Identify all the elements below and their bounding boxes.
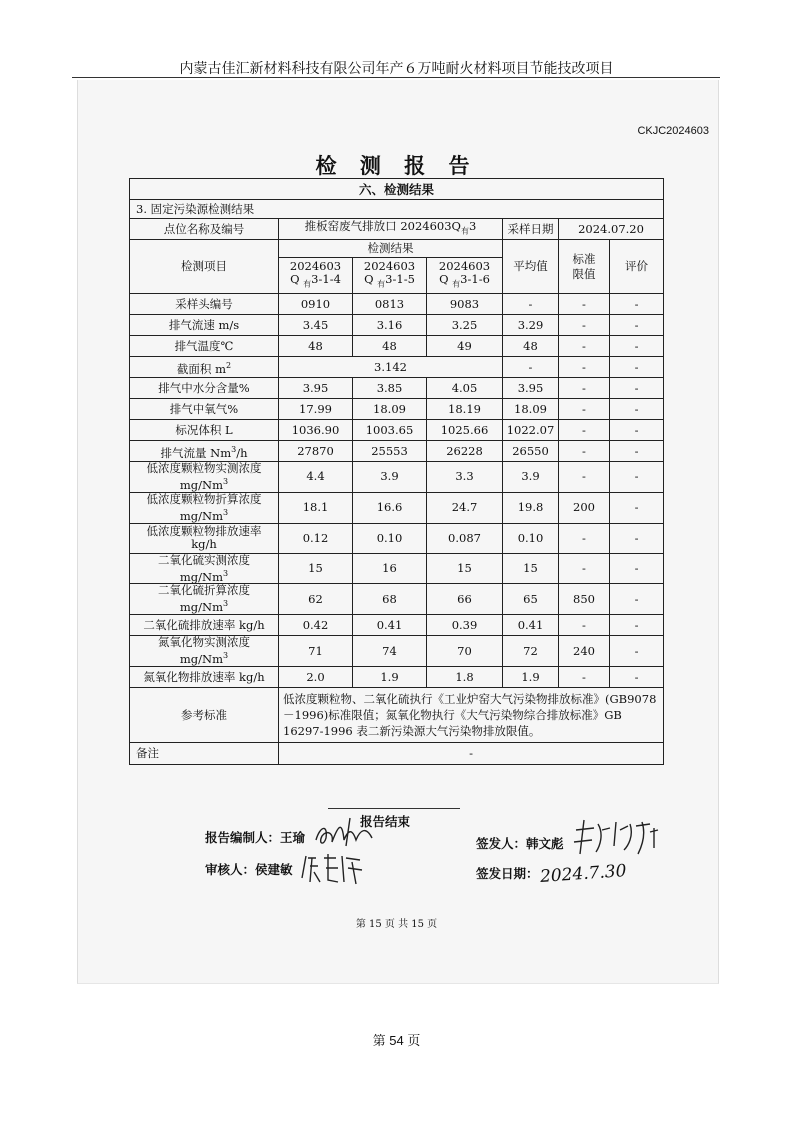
row-label: 排气中水分含量%: [130, 378, 279, 399]
value-2: 3.16: [353, 315, 427, 336]
table-row: [130, 441, 664, 462]
header-rule: [72, 77, 720, 78]
value-1: 4.4: [279, 462, 353, 493]
remark-value: -: [279, 743, 664, 765]
standard-limit: 850: [559, 584, 610, 615]
sample-date-label: 采样日期: [503, 219, 559, 240]
evaluation: -: [610, 420, 664, 441]
average-value: 48: [503, 336, 559, 357]
table-row: [130, 492, 664, 523]
evaluation: -: [610, 523, 664, 553]
value-2: 16.6: [353, 492, 427, 523]
reviewer-label: 审核人：侯建敏: [205, 862, 293, 877]
evaluation: -: [610, 357, 664, 378]
value-2: 0.10: [353, 523, 427, 553]
table-row: [130, 523, 664, 553]
report-end-rule: [328, 808, 460, 809]
table-row: [130, 462, 664, 493]
average-value: 1022.07: [503, 420, 559, 441]
row-label: 二氧化硫实测浓度 mg/Nm$^3$: [130, 553, 279, 584]
compiler-label: 报告编制人：王瑜: [205, 830, 306, 845]
value-1: 0.12: [279, 523, 353, 553]
value-3: 1025.66: [427, 420, 503, 441]
value-2: 74: [353, 636, 427, 667]
standard-limit: -: [559, 399, 610, 420]
table-row: [130, 378, 664, 399]
footer-page-number: 第 54 页: [372, 1033, 421, 1048]
row-label: 排气温度℃: [130, 336, 279, 357]
value-3: 1.8: [427, 667, 503, 688]
sample-id-header: 2024603 Q $_有$3-1-6: [427, 258, 503, 294]
compiler-signature: [312, 812, 382, 852]
sample-id-header: 2024603 Q $_有$3-1-4: [279, 258, 353, 294]
value-3: 9083: [427, 294, 503, 315]
average-value: 26550: [503, 441, 559, 462]
value-3: 0.39: [427, 615, 503, 636]
value-3: 66: [427, 584, 503, 615]
value-1: 0910: [279, 294, 353, 315]
value-1: 0.42: [279, 615, 353, 636]
value-1: 62: [279, 584, 353, 615]
evaluation: -: [610, 667, 664, 688]
issuer-label: 签发人：韩文彪: [476, 836, 564, 851]
inner-page-number: 第 15 页 共 15 页: [355, 919, 438, 930]
section-title: 六、检测结果: [130, 179, 664, 200]
average-value: 0.41: [503, 615, 559, 636]
table-row: [130, 636, 664, 667]
issue-date-handwritten: 2024.7.30: [539, 861, 628, 887]
evaluation: -: [610, 462, 664, 493]
sample-id-header: 2024603 Q $_有$3-1-5: [353, 258, 427, 294]
table-row: [130, 336, 664, 357]
value-1: 48: [279, 336, 353, 357]
standard-limit: 200: [559, 492, 610, 523]
row-label: 低浓度颗粒物实测浓度 mg/Nm$^3$: [130, 462, 279, 493]
value-2: 1003.65: [353, 420, 427, 441]
col-std-header: 标准限值: [559, 240, 610, 294]
standard-limit: -: [559, 523, 610, 553]
average-value: 19.8: [503, 492, 559, 523]
average-value: 18.09: [503, 399, 559, 420]
value-2: 1.9: [353, 667, 427, 688]
standard-limit: -: [559, 553, 610, 584]
value-1: 15: [279, 553, 353, 584]
row-label: 标况体积 L: [130, 420, 279, 441]
reviewer-signature: [300, 848, 368, 888]
value-1: 18.1: [279, 492, 353, 523]
value-3: 0.087: [427, 523, 503, 553]
evaluation: -: [610, 615, 664, 636]
value-3: 24.7: [427, 492, 503, 523]
value-2: 0813: [353, 294, 427, 315]
report-end: 报告结束: [360, 814, 411, 829]
evaluation: -: [610, 492, 664, 523]
standard-limit: -: [559, 667, 610, 688]
row-label: 低浓度颗粒物折算浓度 mg/Nm$^3$: [130, 492, 279, 523]
standard-limit: -: [559, 294, 610, 315]
evaluation: -: [610, 378, 664, 399]
average-value: 0.10: [503, 523, 559, 553]
average-value: 3.95: [503, 378, 559, 399]
table-row: [130, 615, 664, 636]
row-label: 氮氧化物实测浓度 mg/Nm$^3$: [130, 636, 279, 667]
value-3: 70: [427, 636, 503, 667]
issuer-signature: [570, 816, 665, 860]
value-3: 18.19: [427, 399, 503, 420]
value-2: 68: [353, 584, 427, 615]
evaluation: -: [610, 399, 664, 420]
evaluation: -: [610, 636, 664, 667]
col-avg-header: 平均值: [503, 240, 559, 294]
value-2: 3.9: [353, 462, 427, 493]
value-1: 3.95: [279, 378, 353, 399]
table-row: [130, 420, 664, 441]
col-results-header: 检测结果: [279, 240, 503, 258]
table-row: [130, 399, 664, 420]
value-2: 25553: [353, 441, 427, 462]
merged-value: 3.142: [279, 357, 503, 378]
row-label: 二氧化硫排放速率 kg/h: [130, 615, 279, 636]
row-label: 采样头编号: [130, 294, 279, 315]
evaluation: -: [610, 584, 664, 615]
average-value: 72: [503, 636, 559, 667]
table-row: [130, 553, 664, 584]
col-eval-header: 评价: [610, 240, 664, 294]
ref-text: 低浓度颗粒物、二氧化硫执行《工业炉窑大气污染物排放标准》(GB9078－1996)标准限值；氮氧化物执行《大气污染物综合排放标准》GB 16297-1996 表二新污染源大气污染物排放限值。: [279, 688, 664, 743]
value-2: 0.41: [353, 615, 427, 636]
value-2: 3.85: [353, 378, 427, 399]
table-row: [130, 357, 664, 378]
row-label: 低浓度颗粒物排放速率 kg/h: [130, 523, 279, 553]
issue-date-label: 签发日期：: [476, 866, 539, 881]
value-2: 18.09: [353, 399, 427, 420]
standard-limit: 240: [559, 636, 610, 667]
ref-label: 参考标准: [130, 688, 279, 743]
standard-limit: -: [559, 357, 610, 378]
average-value: 65: [503, 584, 559, 615]
col-item-header: 检测项目: [130, 240, 279, 294]
standard-limit: -: [559, 378, 610, 399]
subsection-title: 3. 固定污染源检测结果: [130, 200, 664, 219]
sample-date-value: 2024.07.20: [559, 219, 664, 240]
table-row: [130, 294, 664, 315]
remark-label: 备注: [130, 743, 279, 765]
results-table: [129, 178, 664, 765]
evaluation: -: [610, 315, 664, 336]
value-3: 49: [427, 336, 503, 357]
table-row: [130, 584, 664, 615]
standard-limit: -: [559, 315, 610, 336]
value-2: 48: [353, 336, 427, 357]
standard-limit: -: [559, 420, 610, 441]
average-value: 1.9: [503, 667, 559, 688]
average-value: 15: [503, 553, 559, 584]
point-value: 推板窑废气排放口 $2024603Q_有3$: [279, 219, 503, 240]
value-3: 26228: [427, 441, 503, 462]
value-3: 3.25: [427, 315, 503, 336]
average-value: 3.29: [503, 315, 559, 336]
value-1: 3.45: [279, 315, 353, 336]
evaluation: -: [610, 553, 664, 584]
row-label: 排气流量 Nm$^3$/h: [130, 441, 279, 462]
value-1: 17.99: [279, 399, 353, 420]
value-1: 71: [279, 636, 353, 667]
standard-limit: -: [559, 336, 610, 357]
value-3: 15: [427, 553, 503, 584]
report-code: CKJC2024603: [637, 125, 709, 137]
average-value: -: [503, 294, 559, 315]
row-label: 排气中氧气%: [130, 399, 279, 420]
value-1: 27870: [279, 441, 353, 462]
value-3: 3.3: [427, 462, 503, 493]
average-value: 3.9: [503, 462, 559, 493]
value-2: 16: [353, 553, 427, 584]
row-label: 截面积 $m^2$: [130, 357, 279, 378]
value-1: 1036.90: [279, 420, 353, 441]
evaluation: -: [610, 441, 664, 462]
standard-limit: -: [559, 441, 610, 462]
row-label: 二氧化硫折算浓度 mg/Nm$^3$: [130, 584, 279, 615]
document-header: 内蒙古佳汇新材料科技有限公司年产６万吨耐火材料项目节能技改项目: [179, 61, 614, 77]
point-label: 点位名称及编号: [130, 219, 279, 240]
report-title: 检 测 报 告: [315, 153, 478, 178]
evaluation: -: [610, 294, 664, 315]
standard-limit: -: [559, 615, 610, 636]
row-label: 氮氧化物排放速率 kg/h: [130, 667, 279, 688]
value-3: 4.05: [427, 378, 503, 399]
evaluation: -: [610, 336, 664, 357]
table-row: [130, 315, 664, 336]
average-value: -: [503, 357, 559, 378]
row-label: 排气流速 m/s: [130, 315, 279, 336]
standard-limit: -: [559, 462, 610, 493]
table-row: [130, 667, 664, 688]
value-1: 2.0: [279, 667, 353, 688]
